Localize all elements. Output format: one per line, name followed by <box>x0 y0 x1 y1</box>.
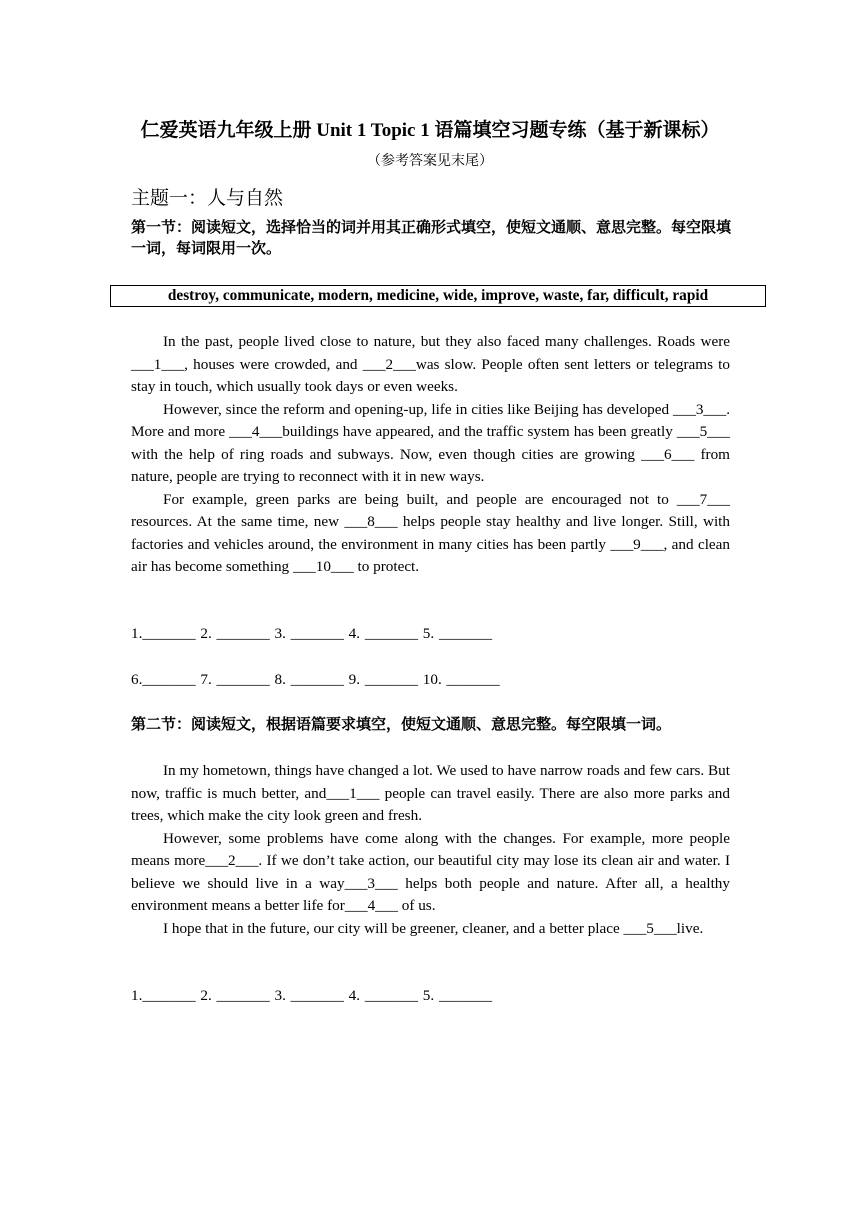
passage-paragraph: However, some problems have come along with the changes. For example, more people means more___2___. If we don’t take action, our beautiful city may lose its clean air and water. I believe we should live in a way___3___ helps both people and nature. After all, a healthy environment means a better life for___4___ of us. <box>131 829 730 914</box>
section2-passage <box>131 760 730 940</box>
passage-paragraph: In my hometown, things have changed a lot. We used to have narrow roads and few cars. But now, traffic is much better, and___1___ people can travel easily. There are also more parks and trees, which make the city look green and fresh. <box>131 762 730 824</box>
section1-answer-line-2: 6._______ 7. _______ 8. _______ 9. _______ 10. _______ <box>131 671 500 688</box>
answer-note: （参考答案见末尾） <box>367 153 493 169</box>
passage-paragraph: However, since the reform and opening-up, life in cities like Beijing has developed ___3___. More and more ___4___buildings have appeared, and the traffic system has been greatly ___5___ with the help of ring roads and subways. Now, even though cities are growing ___6___ from nature, people are trying to reconnect with it in new ways. <box>131 400 730 485</box>
section1-answer-line-1: 1._______ 2. _______ 3. _______ 4. _______ 5. _______ <box>131 625 493 642</box>
section1-passage <box>131 331 730 579</box>
passage-paragraph: I hope that in the future, our city will be greener, cleaner, and a better place ___5___live. <box>163 919 704 937</box>
word-bank-box: destroy, communicate, modern, medicine, wide, improve, waste, far, difficult, rapid <box>110 285 766 307</box>
passage-paragraph: In the past, people lived close to nature, but they also faced many challenges. Roads were ___1___, houses were crowded, and ___2___was slow. People often sent letters or telegrams to stay in touch, which usually took days or even weeks. <box>131 333 730 395</box>
document-title: 仁爱英语九年级上册 Unit 1 Topic 1 语篇填空习题专练（基于新课标） <box>140 120 720 141</box>
section1-instruction: 第一节：阅读短文，选择恰当的词并用其正确形式填空，使短文通顺、意思完整。每空限填一词，每词限用一次。 <box>131 218 732 257</box>
theme-heading: 主题一：人与自然 <box>131 187 284 209</box>
passage-paragraph: For example, green parks are being built, and people are encouraged not to ___7___ resources. At the same time, new ___8___ helps people stay healthy and live longer. Still, with factories and vehicles around, the environment in many cities has been partly ___9___, and clean air has become something ___10___ to protect. <box>131 490 730 575</box>
section2-answer-line: 1._______ 2. _______ 3. _______ 4. _______ 5. _______ <box>131 987 493 1004</box>
section2-instruction: 第二节：阅读短文，根据语篇要求填空，使短文通顺、意思完整。每空限填一词。 <box>131 715 672 733</box>
